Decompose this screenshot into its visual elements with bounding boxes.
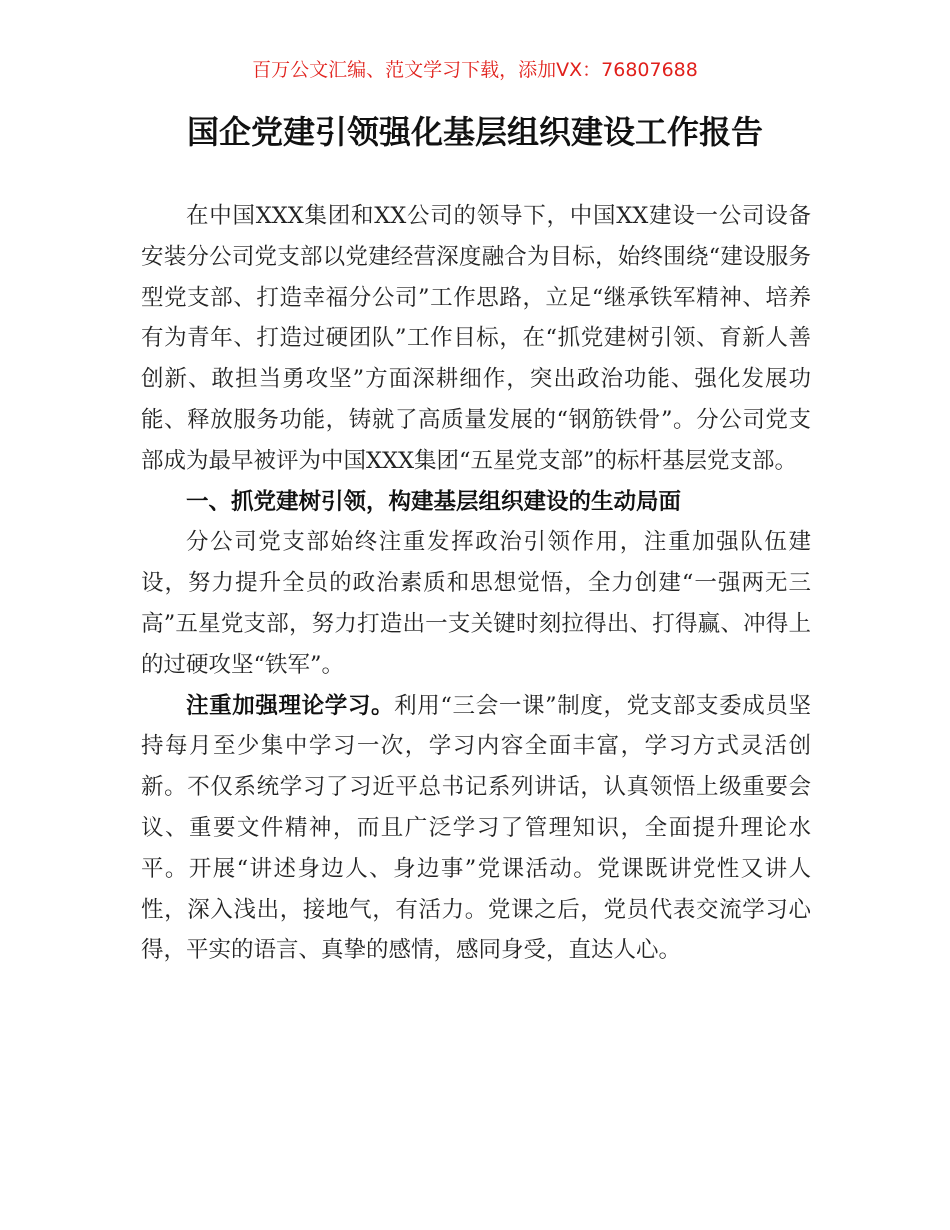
document-body <box>141 196 811 971</box>
theory-body: 利用“三会一课”制度，党支部支委成员坚持每月至少集中学习一次，学习内容全面丰富，学习方式灵活创新。不仅系统学习了习近平总书记系列讲话，认真领悟上级重要会议、重要文件精神，而且广泛学习了管理知识，全面提升理论水平。开展“讲述身边人、身边事”党课活动。党课既讲党性又讲人性，深入浅出，接地气，有活力。党课之后，党员代表交流学习心得，平实的语言、真挚的感情，感同身受，直达人心。 <box>141 692 811 964</box>
intro-paragraph: 在中国XXX集团和XX公司的领导下，中国XX建设一公司设备安装分公司党支部以党建经营深度融合为目标，始终围绕“建设服务型党支部、打造幸福分公司”工作思路，立足“继承铁军精神、培养有为青年、打造过硬团队”工作目标，在“抓党建树引领、育新人善创新、敢担当勇攻坚”方面深耕细作，突出政治功能、强化发展功能、释放服务功能，铸就了高质量发展的“钢筋铁骨”。分公司党支部成为最早被评为中国XXX集团“五星党支部”的标杆基层党支部。 <box>141 203 811 474</box>
theory-paragraph <box>141 686 811 972</box>
promo-banner: 百万公文汇编、范文学习下载，添加VX：76807688 <box>252 59 698 81</box>
section-heading-1: 一、抓党建树引领，构建基层组织建设的生动局面 <box>186 488 682 515</box>
theory-lead: 注重加强理论学习。 <box>186 692 395 719</box>
document-title: 国企党建引领强化基层组织建设工作报告 <box>186 113 763 151</box>
section-1-paragraph: 分公司党支部始终注重发挥政治引领作用，注重加强队伍建设，努力提升全员的政治素质和思想觉悟，全力创建“一强两无三高”五星党支部，努力打造出一支关键时刻拉得出、打得赢、冲得上的过硬攻坚“铁军”。 <box>141 529 811 678</box>
